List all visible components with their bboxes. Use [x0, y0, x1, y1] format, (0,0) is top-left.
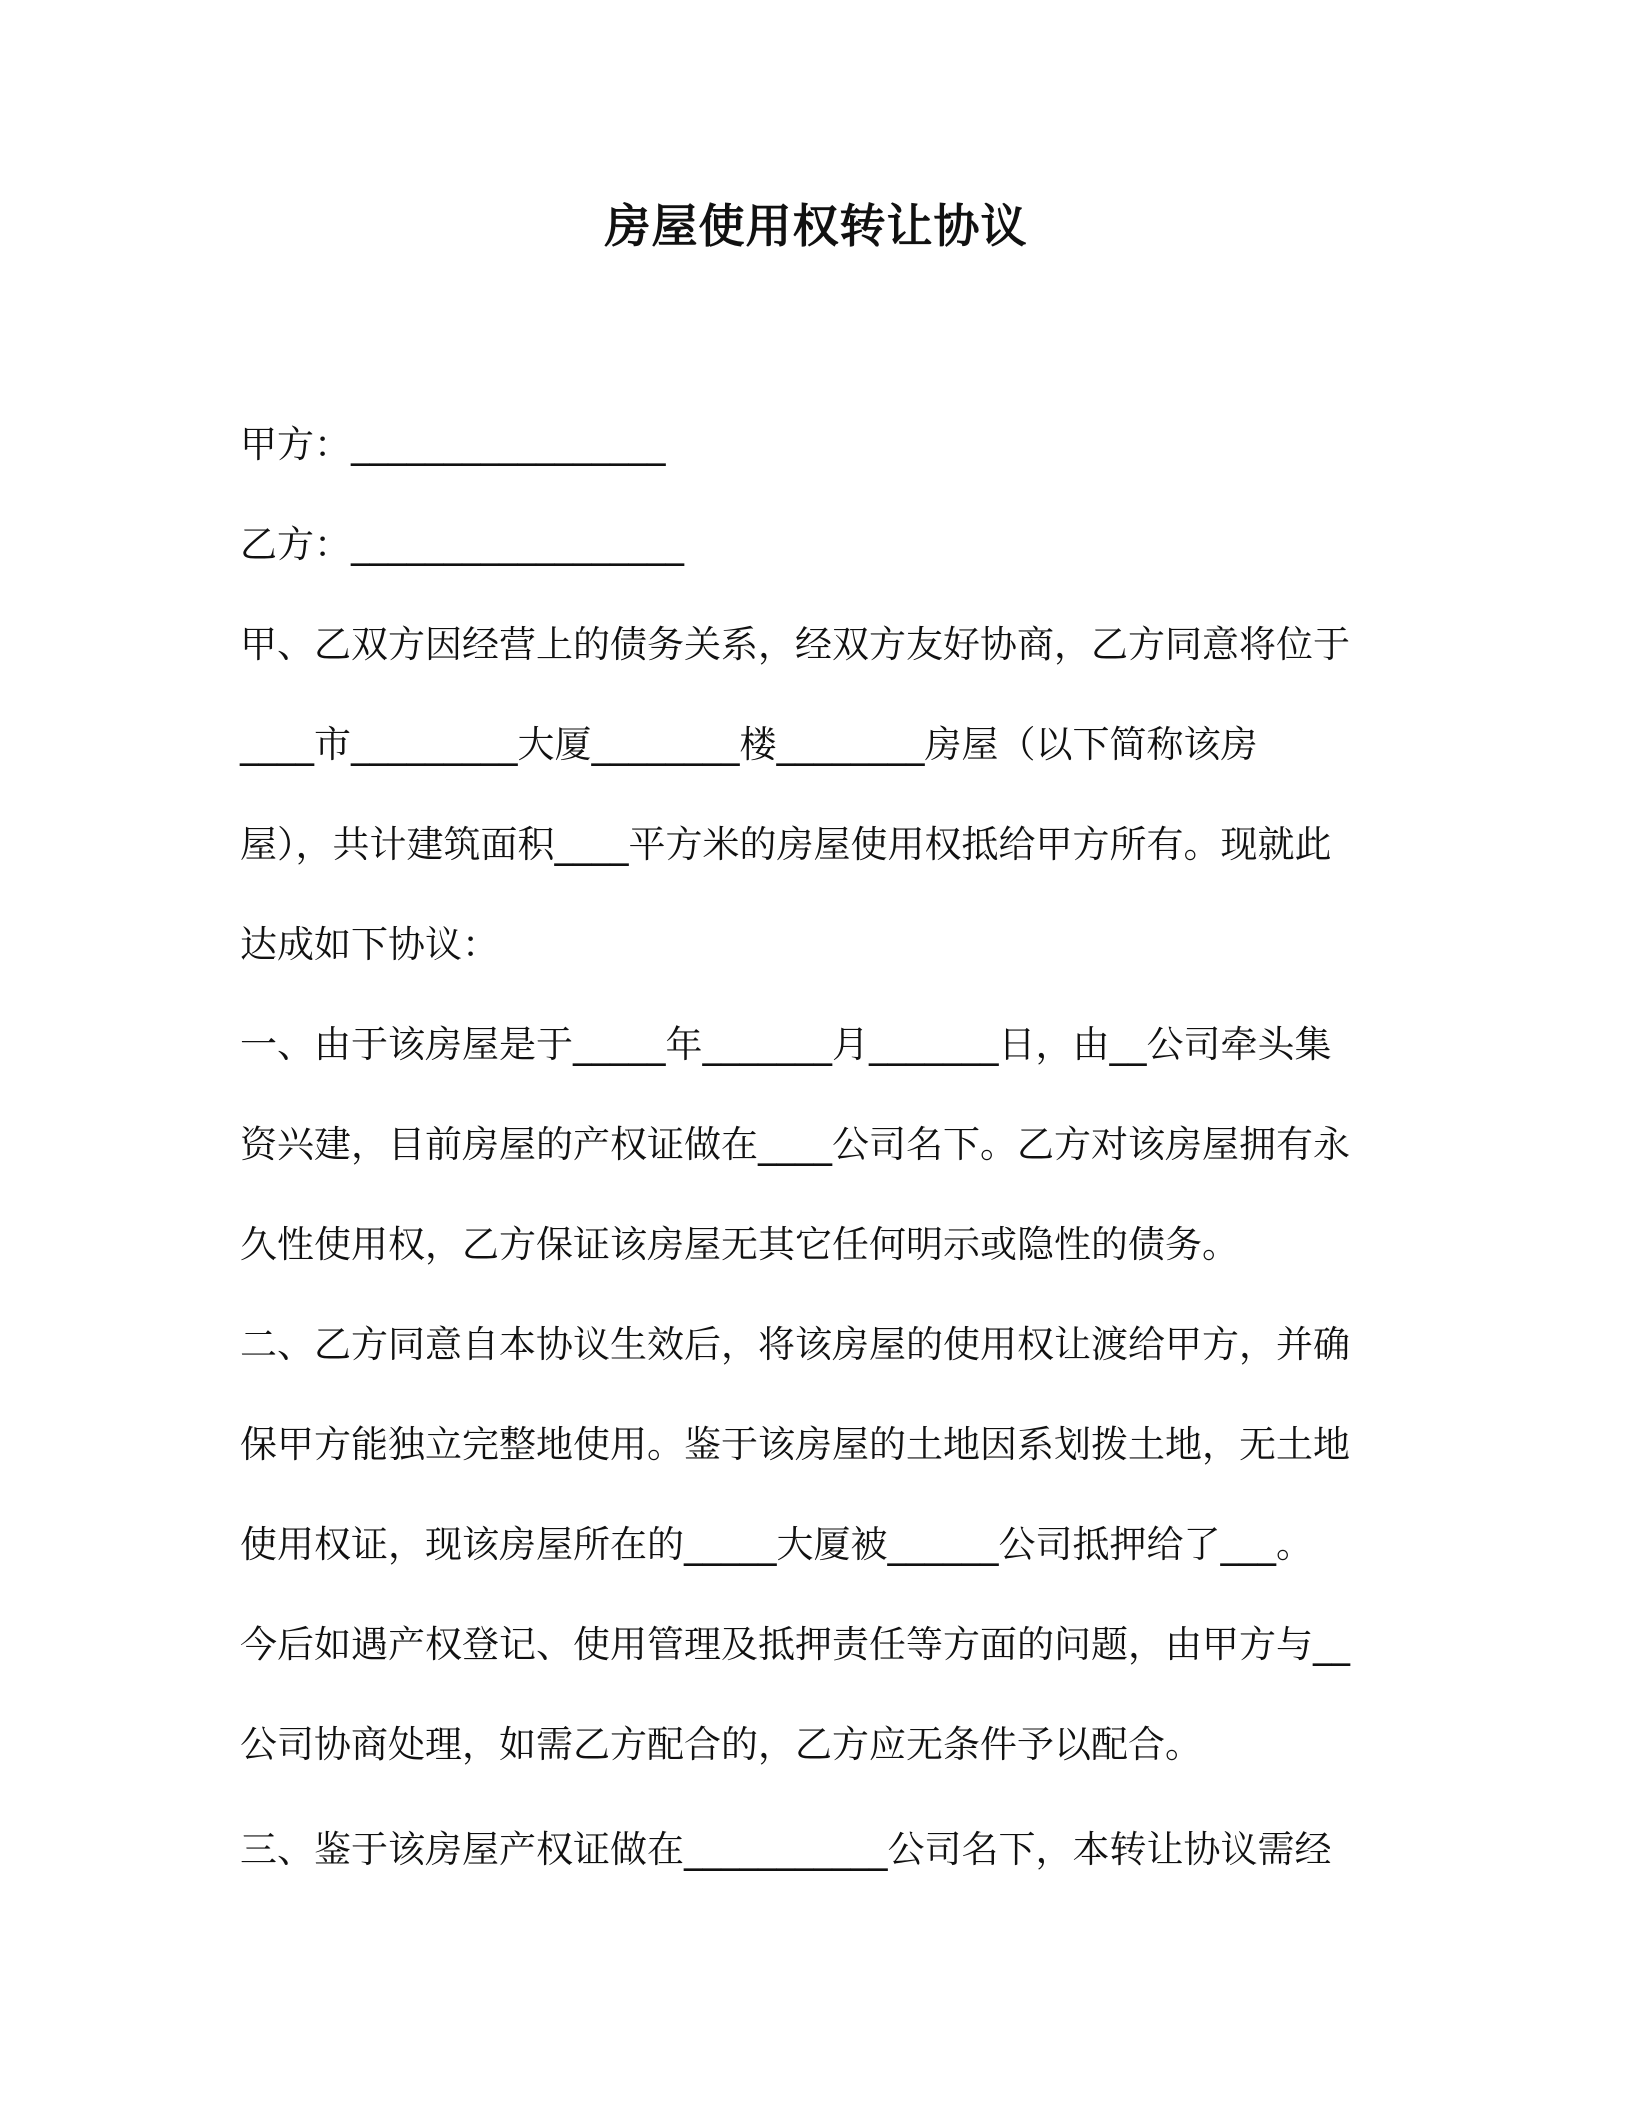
preamble-line-2: ____市_________大厦________楼________房屋（以下简称该房 — [240, 723, 1258, 766]
clause-2-line-3: 使用权证，现该房屋所在的_____大厦被______公司抵押给了___。 — [240, 1523, 1313, 1566]
clause-1-line-1: 一、由于该房屋是于_____年_______月_______日，由__公司牵头集 — [240, 1023, 1332, 1066]
clause-1-line-2: 资兴建，目前房屋的产权证做在____公司名下。乙方对该房屋拥有永 — [240, 1123, 1350, 1166]
party-b-line: 乙方：__________________ — [240, 523, 684, 566]
preamble-line-1: 甲、乙双方因经营上的债务关系，经双方友好协商，乙方同意将位于 — [240, 623, 1350, 666]
preamble-line-4: 达成如下协议： — [240, 923, 499, 966]
clause-1-line-3: 久性使用权，乙方保证该房屋无其它任何明示或隐性的债务。 — [240, 1223, 1239, 1266]
clause-2-line-1: 二、乙方同意自本协议生效后，将该房屋的使用权让渡给甲方，并确 — [240, 1323, 1350, 1366]
clause-3-line-1: 三、鉴于该房屋产权证做在___________公司名下，本转让协议需经 — [240, 1828, 1332, 1871]
party-a-line: 甲方：_________________ — [240, 423, 666, 466]
preamble-line-3: 屋），共计建筑面积____平方米的房屋使用权抵给甲方所有。现就此 — [240, 823, 1332, 866]
document-title: 房屋使用权转让协议 — [604, 199, 1028, 253]
clause-2-line-2: 保甲方能独立完整地使用。鉴于该房屋的土地因系划拨土地，无土地 — [240, 1423, 1350, 1466]
clause-2-line-4: 今后如遇产权登记、使用管理及抵押责任等方面的问题，由甲方与__ — [240, 1623, 1350, 1666]
clause-2-line-5: 公司协商处理，如需乙方配合的，乙方应无条件予以配合。 — [240, 1723, 1202, 1766]
